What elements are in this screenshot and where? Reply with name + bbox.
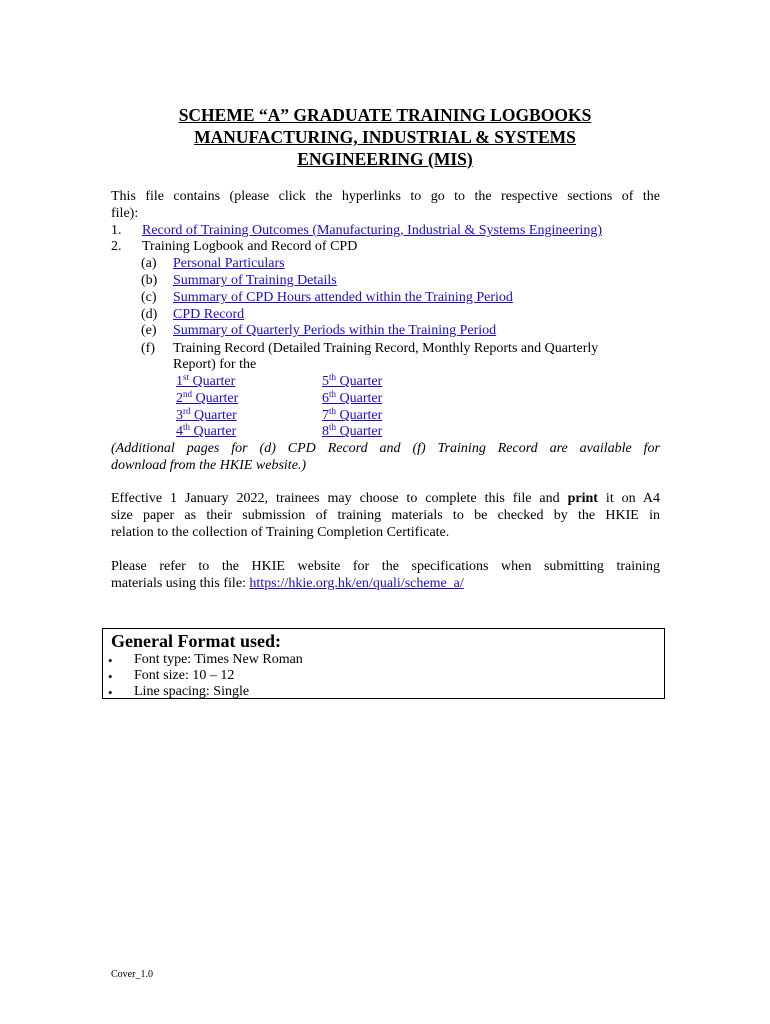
quarter-ordinal: th: [329, 372, 337, 382]
hkie-website-link[interactable]: https://hkie.org.hk/en/quali/scheme_a/: [249, 576, 464, 591]
quarter-ordinal: th: [183, 422, 191, 432]
quarter-word: Quarter: [189, 374, 236, 389]
bullet-icon: •: [108, 669, 113, 684]
document-title: [110, 104, 660, 170]
quarter-number: 8: [322, 424, 329, 439]
quarter-number: 2: [176, 391, 183, 406]
intro-line-1: This file contains (please click the hyperlinks to go to the respective sections of the: [111, 189, 660, 204]
effective-line-1-post: it on A4: [597, 491, 660, 506]
training-logbook-label: Training Logbook and Record of CPD: [142, 239, 358, 254]
effective-line-1-pre: Effective 1 January 2022, trainees may choose to complete this file and: [111, 491, 568, 506]
quarter-number: 7: [322, 408, 329, 423]
refer-line-1: Please refer to the HKIE website for the specifications when submitting training: [111, 559, 660, 574]
effective-line-3: relation to the collection of Training Completion Certificate.: [111, 525, 450, 540]
quarter-ordinal: rd: [183, 406, 191, 416]
format-item-font-type: Font type: Times New Roman: [134, 652, 303, 667]
additional-pages-note: [111, 440, 660, 474]
bullet-icon: •: [108, 685, 113, 700]
quarter-word: Quarter: [336, 391, 383, 406]
print-emphasis: print: [567, 491, 598, 506]
list-number-1: 1.: [111, 223, 122, 238]
title-line-2: MANUFACTURING, INDUSTRIAL & SYSTEMS: [194, 127, 576, 147]
quarter-word: Quarter: [190, 408, 237, 423]
sub-label-a: (a): [141, 256, 157, 271]
quarter-number: 3: [176, 408, 183, 423]
quarter-ordinal: st: [183, 372, 190, 382]
link-summary-of-cpd-hours[interactable]: Summary of CPD Hours attended within the Training Period: [173, 290, 513, 305]
quarter-ordinal: nd: [183, 389, 192, 399]
quarter-number: 1: [176, 374, 183, 389]
link-quarter-6[interactable]: [322, 390, 382, 407]
refer-line-2: [111, 575, 660, 592]
format-item-font-size: Font size: 10 – 12: [134, 668, 235, 683]
link-record-of-training-outcomes[interactable]: Record of Training Outcomes (Manufacturing, Industrial & Systems Engineering): [142, 223, 602, 238]
sub-label-e: (e): [141, 323, 157, 338]
quarter-ordinal: th: [329, 422, 337, 432]
intro-paragraph: [111, 188, 660, 222]
additional-line-1: (Additional pages for (d) CPD Record and (f) Training Record are available for: [111, 441, 660, 456]
intro-line-2: file):: [111, 206, 139, 221]
list-number-2: 2.: [111, 239, 122, 254]
quarter-word: Quarter: [192, 391, 239, 406]
link-quarter-5[interactable]: [322, 373, 382, 390]
quarter-word: Quarter: [190, 424, 237, 439]
quarter-ordinal: th: [329, 406, 337, 416]
link-cpd-record[interactable]: CPD Record: [173, 307, 245, 322]
training-record-line-1: Training Record (Detailed Training Record, Monthly Reports and Quarterly: [173, 341, 599, 356]
link-personal-particulars[interactable]: Personal Particulars: [173, 256, 285, 271]
quarter-word: Quarter: [336, 408, 383, 423]
quarter-number: 5: [322, 374, 329, 389]
effective-paragraph: [111, 490, 660, 541]
effective-line-1: [111, 490, 660, 507]
title-line-3: ENGINEERING (MIS): [297, 149, 473, 169]
bullet-icon: •: [108, 653, 113, 668]
link-quarter-2[interactable]: [176, 390, 238, 407]
general-format-title: General Format used:: [111, 631, 281, 651]
link-quarter-8[interactable]: [322, 423, 382, 440]
additional-line-2: download from the HKIE website.): [111, 458, 307, 473]
quarter-ordinal: th: [329, 389, 337, 399]
link-summary-of-training-details[interactable]: Summary of Training Details: [173, 273, 337, 288]
sub-label-f: (f): [141, 341, 155, 356]
quarter-number: 4: [176, 424, 183, 439]
quarter-number: 6: [322, 391, 329, 406]
sub-label-c: (c): [141, 290, 157, 305]
sub-label-b: (b): [141, 273, 158, 288]
sub-label-d: (d): [141, 307, 158, 322]
link-summary-of-quarterly-periods[interactable]: Summary of Quarterly Periods within the Training Period: [173, 323, 497, 338]
footer-version: Cover_1.0: [111, 969, 153, 980]
training-record-line-2: Report) for the: [173, 357, 257, 372]
refer-line-2-pre: materials using this file:: [111, 576, 250, 591]
effective-line-2: size paper as their submission of training materials to be checked by the HKIE in: [111, 508, 660, 523]
refer-paragraph: [111, 558, 660, 592]
title-line-1: SCHEME “A” GRADUATE TRAINING LOGBOOKS: [178, 105, 592, 125]
link-quarter-1[interactable]: [176, 373, 235, 390]
link-quarter-4[interactable]: [176, 423, 236, 440]
quarter-word: Quarter: [336, 374, 383, 389]
format-item-line-spacing: Line spacing: Single: [134, 684, 250, 699]
quarter-word: Quarter: [336, 424, 383, 439]
general-format-box: [102, 628, 665, 699]
